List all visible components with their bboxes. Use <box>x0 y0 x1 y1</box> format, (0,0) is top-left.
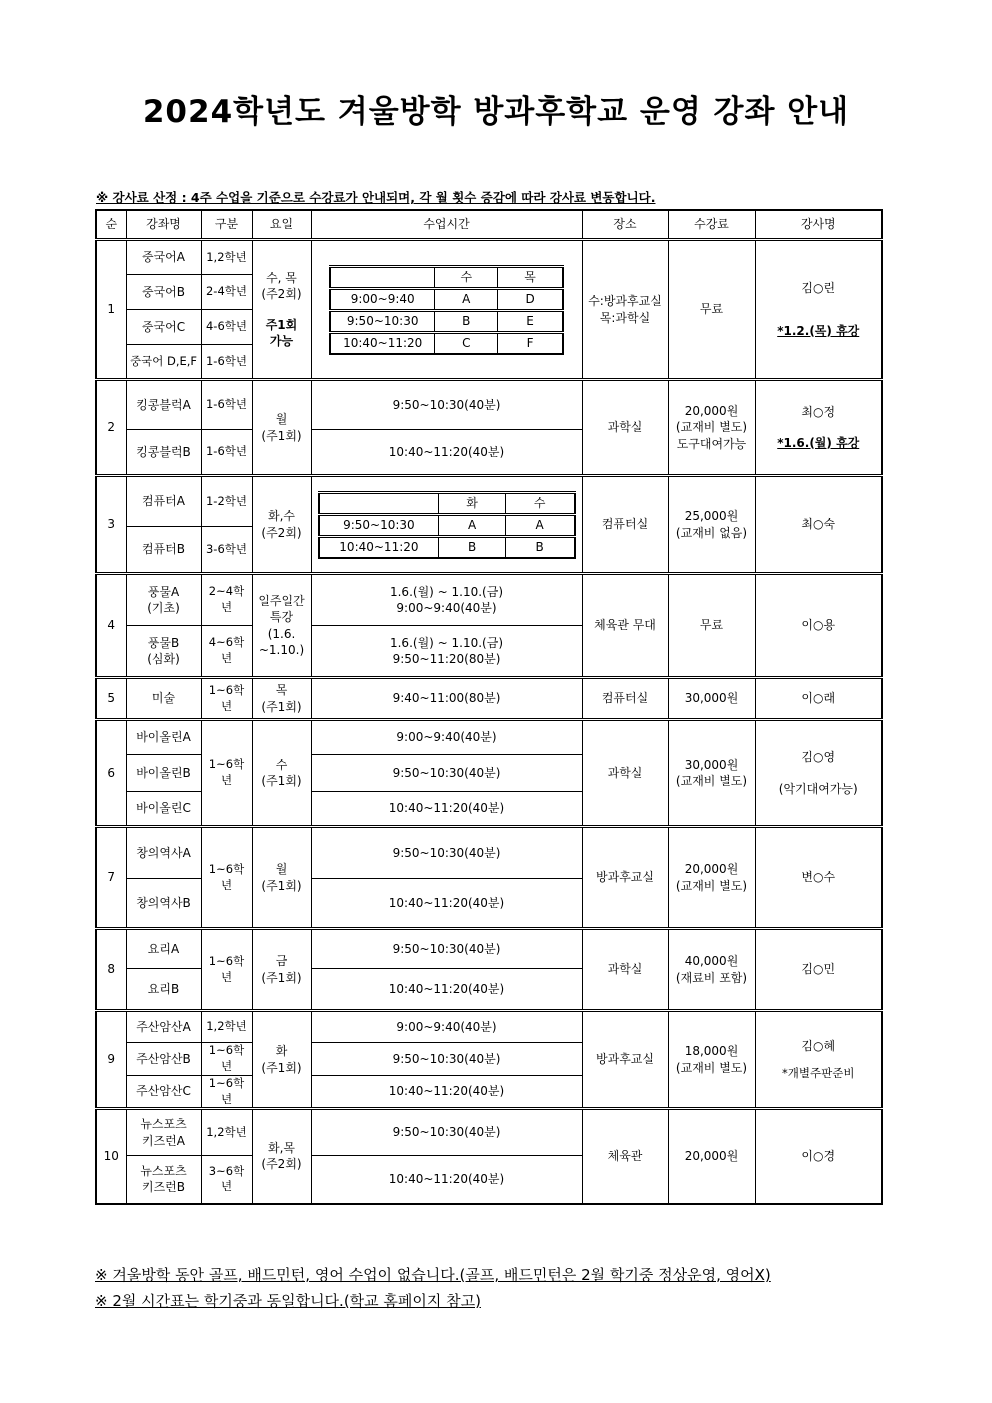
grid-class: E <box>498 310 563 332</box>
row-no: 4 <box>96 574 126 678</box>
page-title: 2024학년도 겨울방학 방과후학교 운영 강좌 안내 <box>142 94 850 130</box>
day-label: 특강 <box>269 610 294 625</box>
course-fee <box>668 720 755 827</box>
course-name: 주산암산C <box>126 1076 201 1109</box>
header-grade: 구분 <box>201 210 252 240</box>
course-fee: 무료 <box>668 240 755 380</box>
day-note: 가능 <box>269 333 294 348</box>
course-grade: 1-2학년 <box>201 476 252 527</box>
course-name: 킹콩블럭A <box>126 380 201 430</box>
course-place: 체육관 무대 <box>582 574 668 678</box>
day-label: 목 <box>275 683 288 698</box>
course-name: 창의역사A <box>126 827 201 879</box>
day-frequency: (주2회) <box>261 287 302 302</box>
fee-notice: ※ 강사료 산정 : 4주 수업을 기준으로 수강료가 안내되며, 각 월 횟수 증감에 따라 강사료 변동합니다. <box>96 190 656 205</box>
course-teacher: 김○민 <box>755 929 882 1011</box>
day-frequency: (주1회) <box>261 970 302 985</box>
course-grade: 1~6학년 <box>201 827 252 929</box>
course-subtitle: 키즈런B <box>141 1180 185 1195</box>
day-frequency: (주2회) <box>261 1157 302 1172</box>
table-row <box>96 476 882 527</box>
class-time: 9:50~10:30(40분) <box>311 827 582 879</box>
course-grade: 1~6학년 <box>201 929 252 1011</box>
day-frequency: (주2회) <box>261 525 302 540</box>
course-teacher <box>755 380 882 476</box>
course-name <box>126 1109 201 1156</box>
table-row <box>96 574 882 626</box>
fee-note: (재료비 포함) <box>675 970 748 985</box>
course-place: 과학실 <box>582 720 668 827</box>
fee-amount: 30,000원 <box>684 757 739 772</box>
grid-corner <box>319 492 439 514</box>
fee-note: (교재비 없음) <box>675 525 748 540</box>
course-place: 과학실 <box>582 929 668 1011</box>
course-name: 주산암산A <box>126 1011 201 1043</box>
course-grade: 1~6학년 <box>201 1043 252 1076</box>
grid-day-header: 화 <box>439 492 506 514</box>
course-name <box>126 1156 201 1204</box>
day-label: 일주일간 <box>258 594 305 609</box>
course-grade: 4~6학년 <box>201 626 252 678</box>
row-no: 3 <box>96 476 126 574</box>
grid-class: A <box>435 288 498 310</box>
course-grade: 1-6학년 <box>201 380 252 430</box>
course-fee: 20,000원 <box>668 1109 755 1204</box>
header-place: 장소 <box>582 210 668 240</box>
row-no: 1 <box>96 240 126 380</box>
fee-note: (교재비 별도) <box>675 774 748 788</box>
course-level: (심화) <box>147 652 180 666</box>
course-place <box>582 240 668 380</box>
course-grade: 1-6학년 <box>201 345 252 380</box>
grid-class: B <box>505 536 574 558</box>
day-label: 화,목 <box>268 1141 295 1156</box>
course-title: 뉴스포츠 <box>140 1117 187 1132</box>
place-line: 목:과학실 <box>599 310 651 325</box>
class-time <box>311 574 582 626</box>
course-name: 킹콩블럭B <box>126 430 201 476</box>
grid-time: 9:00~9:40 <box>330 288 435 310</box>
time-grid <box>318 491 576 559</box>
fee-amount: 20,000원 <box>684 862 739 877</box>
day-period: ~1.10.) <box>258 642 305 657</box>
day-label: 화,수 <box>268 509 295 524</box>
row-no: 9 <box>96 1011 126 1109</box>
place-line: 수:방과후교실 <box>588 294 662 309</box>
fee-note: 도구대여가능 <box>676 436 747 451</box>
grid-class: B <box>435 310 498 332</box>
row-no: 2 <box>96 380 126 476</box>
course-name: 요리A <box>126 929 201 969</box>
course-name <box>126 626 201 678</box>
grid-class: C <box>435 332 498 354</box>
teacher-note: *개별주판준비 <box>782 1065 855 1080</box>
course-grade: 1,2학년 <box>201 240 252 275</box>
course-place: 과학실 <box>582 380 668 476</box>
course-name: 컴퓨터B <box>126 527 201 574</box>
course-grade: 1,2학년 <box>201 1109 252 1156</box>
course-grade: 2~4학년 <box>201 574 252 626</box>
course-name <box>126 574 201 626</box>
header-time: 수업시간 <box>311 210 582 240</box>
course-fee: 무료 <box>668 574 755 678</box>
course-name: 중국어C <box>126 310 201 345</box>
grid-time: 9:50~10:30 <box>319 514 439 536</box>
teacher-name: 김○혜 <box>801 1038 836 1053</box>
grid-class: A <box>505 514 574 536</box>
grid-day-header: 수 <box>505 492 574 514</box>
course-day <box>252 929 311 1011</box>
grid-time: 10:40~11:20 <box>319 536 439 558</box>
teacher-name: 김○영 <box>801 749 836 764</box>
course-teacher: 이○용 <box>755 574 882 678</box>
fee-note: (교재비 별도) <box>675 420 748 435</box>
fee-amount: 18,000원 <box>684 1044 739 1059</box>
course-day <box>252 1011 311 1109</box>
time-grid-cell <box>311 240 582 380</box>
header-teacher: 강사명 <box>755 210 882 240</box>
course-day <box>252 1109 311 1204</box>
course-name: 미술 <box>126 678 201 720</box>
row-no: 5 <box>96 678 126 720</box>
table-row <box>96 678 882 720</box>
grid-class: A <box>439 514 506 536</box>
day-label: 월 <box>275 862 288 877</box>
course-teacher: 변○수 <box>755 827 882 929</box>
course-name: 바이올린C <box>126 792 201 827</box>
class-hours: 9:50~11:20(80분) <box>392 652 501 666</box>
class-time: 9:00~9:40(40분) <box>311 1011 582 1043</box>
course-grade: 4-6학년 <box>201 310 252 345</box>
day-label: 금 <box>275 954 288 969</box>
day-label: 수 <box>275 757 288 772</box>
grid-day-header: 수 <box>435 266 498 288</box>
day-note: 주1회 <box>265 317 298 332</box>
table-row <box>96 240 882 275</box>
class-time: 9:50~10:30(40분) <box>311 929 582 969</box>
teacher-note: *1.6.(월) 휴강 <box>777 435 860 450</box>
course-name: 중국어B <box>126 275 201 310</box>
row-no: 7 <box>96 827 126 929</box>
class-time: 9:50~10:30(40분) <box>311 1043 582 1076</box>
grid-time: 10:40~11:20 <box>330 332 435 354</box>
class-time: 9:50~10:30(40분) <box>311 380 582 430</box>
course-grade: 1-6학년 <box>201 430 252 476</box>
table-row <box>96 1011 882 1043</box>
course-fee <box>668 1011 755 1109</box>
course-teacher: 이○래 <box>755 678 882 720</box>
class-time: 10:40~11:20(40분) <box>311 430 582 476</box>
course-fee <box>668 476 755 574</box>
table-row <box>96 1109 882 1156</box>
fee-note: (교재비 별도) <box>675 878 748 893</box>
footer-note-1: ※ 겨울방학 동안 골프, 배드민턴, 영어 수업이 없습니다.(골프, 배드민턴은 2월 학기중 정상운영, 영어X) <box>95 1266 771 1284</box>
course-teacher: 이○경 <box>755 1109 882 1204</box>
row-no: 8 <box>96 929 126 1011</box>
class-time: 10:40~11:20(40분) <box>311 792 582 827</box>
day-label: 월 <box>275 412 288 427</box>
header-fee: 수강료 <box>668 210 755 240</box>
teacher-name: 최○정 <box>801 405 836 420</box>
course-grade: 1~6학년 <box>201 720 252 827</box>
day-label: 수, 목 <box>266 271 297 286</box>
course-name: 바이올린B <box>126 755 201 792</box>
class-time: 9:50~10:30(40분) <box>311 1109 582 1156</box>
fee-note: (교재비 별도) <box>675 1060 748 1075</box>
course-title: 풍물B <box>147 635 180 650</box>
course-level: (기초) <box>147 601 180 615</box>
grid-corner <box>330 266 435 288</box>
course-grade: 3-6학년 <box>201 527 252 574</box>
class-dates: 1.6.(월) ~ 1.10.(금) <box>389 584 504 599</box>
course-teacher: 최○숙 <box>755 476 882 574</box>
course-day <box>252 380 311 476</box>
course-day <box>252 574 311 678</box>
class-time: 10:40~11:20(40분) <box>311 1076 582 1109</box>
teacher-note: (악기대여가능) <box>778 782 858 796</box>
course-day <box>252 827 311 929</box>
grid-class: D <box>498 288 563 310</box>
course-day <box>252 720 311 827</box>
day-frequency: (주1회) <box>261 699 302 714</box>
course-name: 요리B <box>126 969 201 1011</box>
class-time: 10:40~11:20(40분) <box>311 1156 582 1204</box>
class-time: 10:40~11:20(40분) <box>311 879 582 929</box>
course-teacher <box>755 240 882 380</box>
course-grade: 3~6학년 <box>201 1156 252 1204</box>
fee-amount: 40,000원 <box>684 954 739 969</box>
table-row <box>96 827 882 879</box>
day-frequency: (주1회) <box>261 1060 302 1075</box>
time-grid <box>329 265 564 355</box>
grid-class: B <box>439 536 506 558</box>
course-place: 방과후교실 <box>582 1011 668 1109</box>
day-period: (1.6. <box>267 626 296 641</box>
header-course: 강좌명 <box>126 210 201 240</box>
table-row <box>96 720 882 755</box>
class-time <box>311 626 582 678</box>
course-fee <box>668 380 755 476</box>
course-fee: 30,000원 <box>668 678 755 720</box>
row-no: 10 <box>96 1109 126 1204</box>
day-label: 화 <box>275 1044 288 1059</box>
course-day <box>252 678 311 720</box>
course-name: 중국어A <box>126 240 201 275</box>
fee-amount: 25,000원 <box>684 509 739 524</box>
header-day: 요일 <box>252 210 311 240</box>
course-title: 뉴스포츠 <box>140 1164 187 1179</box>
class-time: 9:40~11:00(80분) <box>311 678 582 720</box>
course-teacher <box>755 1011 882 1109</box>
course-grade: 1,2학년 <box>201 1011 252 1043</box>
table-row <box>96 929 882 969</box>
course-fee <box>668 827 755 929</box>
fee-amount: 20,000원 <box>684 404 739 419</box>
course-day <box>252 240 311 380</box>
course-name: 중국어 D,E,F <box>126 345 201 380</box>
table-header-row <box>96 210 882 240</box>
course-place: 방과후교실 <box>582 827 668 929</box>
class-hours: 9:00~9:40(40분) <box>396 601 497 615</box>
grid-time: 9:50~10:30 <box>330 310 435 332</box>
grid-day-header: 목 <box>498 266 563 288</box>
course-day <box>252 476 311 574</box>
course-place: 컴퓨터실 <box>582 476 668 574</box>
day-frequency: (주1회) <box>261 774 302 788</box>
course-subtitle: 키즈런A <box>142 1133 185 1148</box>
time-grid-cell <box>311 476 582 574</box>
class-time: 9:00~9:40(40분) <box>311 720 582 755</box>
course-teacher <box>755 720 882 827</box>
grid-class: F <box>498 332 563 354</box>
footer-note-2: ※ 2월 시간표는 학기중과 동일합니다.(학교 홈페이지 참고) <box>95 1292 481 1310</box>
day-frequency: (주1회) <box>261 428 302 443</box>
class-time: 9:50~10:30(40분) <box>311 755 582 792</box>
day-frequency: (주1회) <box>261 878 302 893</box>
course-name: 주산암산B <box>126 1043 201 1076</box>
course-title: 풍물A <box>147 584 180 599</box>
class-time: 10:40~11:20(40분) <box>311 969 582 1011</box>
course-place: 컴퓨터실 <box>582 678 668 720</box>
course-place: 체육관 <box>582 1109 668 1204</box>
course-name: 바이올린A <box>126 720 201 755</box>
course-table <box>95 209 883 1205</box>
table-row <box>96 380 882 430</box>
class-dates: 1.6.(월) ~ 1.10.(금) <box>389 635 504 650</box>
teacher-name: 김○린 <box>801 281 836 296</box>
course-name: 창의역사B <box>126 879 201 929</box>
course-grade: 1~6학년 <box>201 678 252 720</box>
course-grade: 2-4학년 <box>201 275 252 310</box>
header-no: 순 <box>96 210 126 240</box>
teacher-note: *1.2.(목) 휴강 <box>777 323 860 338</box>
course-name: 컴퓨터A <box>126 476 201 527</box>
course-fee <box>668 929 755 1011</box>
course-grade: 1~6학년 <box>201 1076 252 1109</box>
row-no: 6 <box>96 720 126 827</box>
